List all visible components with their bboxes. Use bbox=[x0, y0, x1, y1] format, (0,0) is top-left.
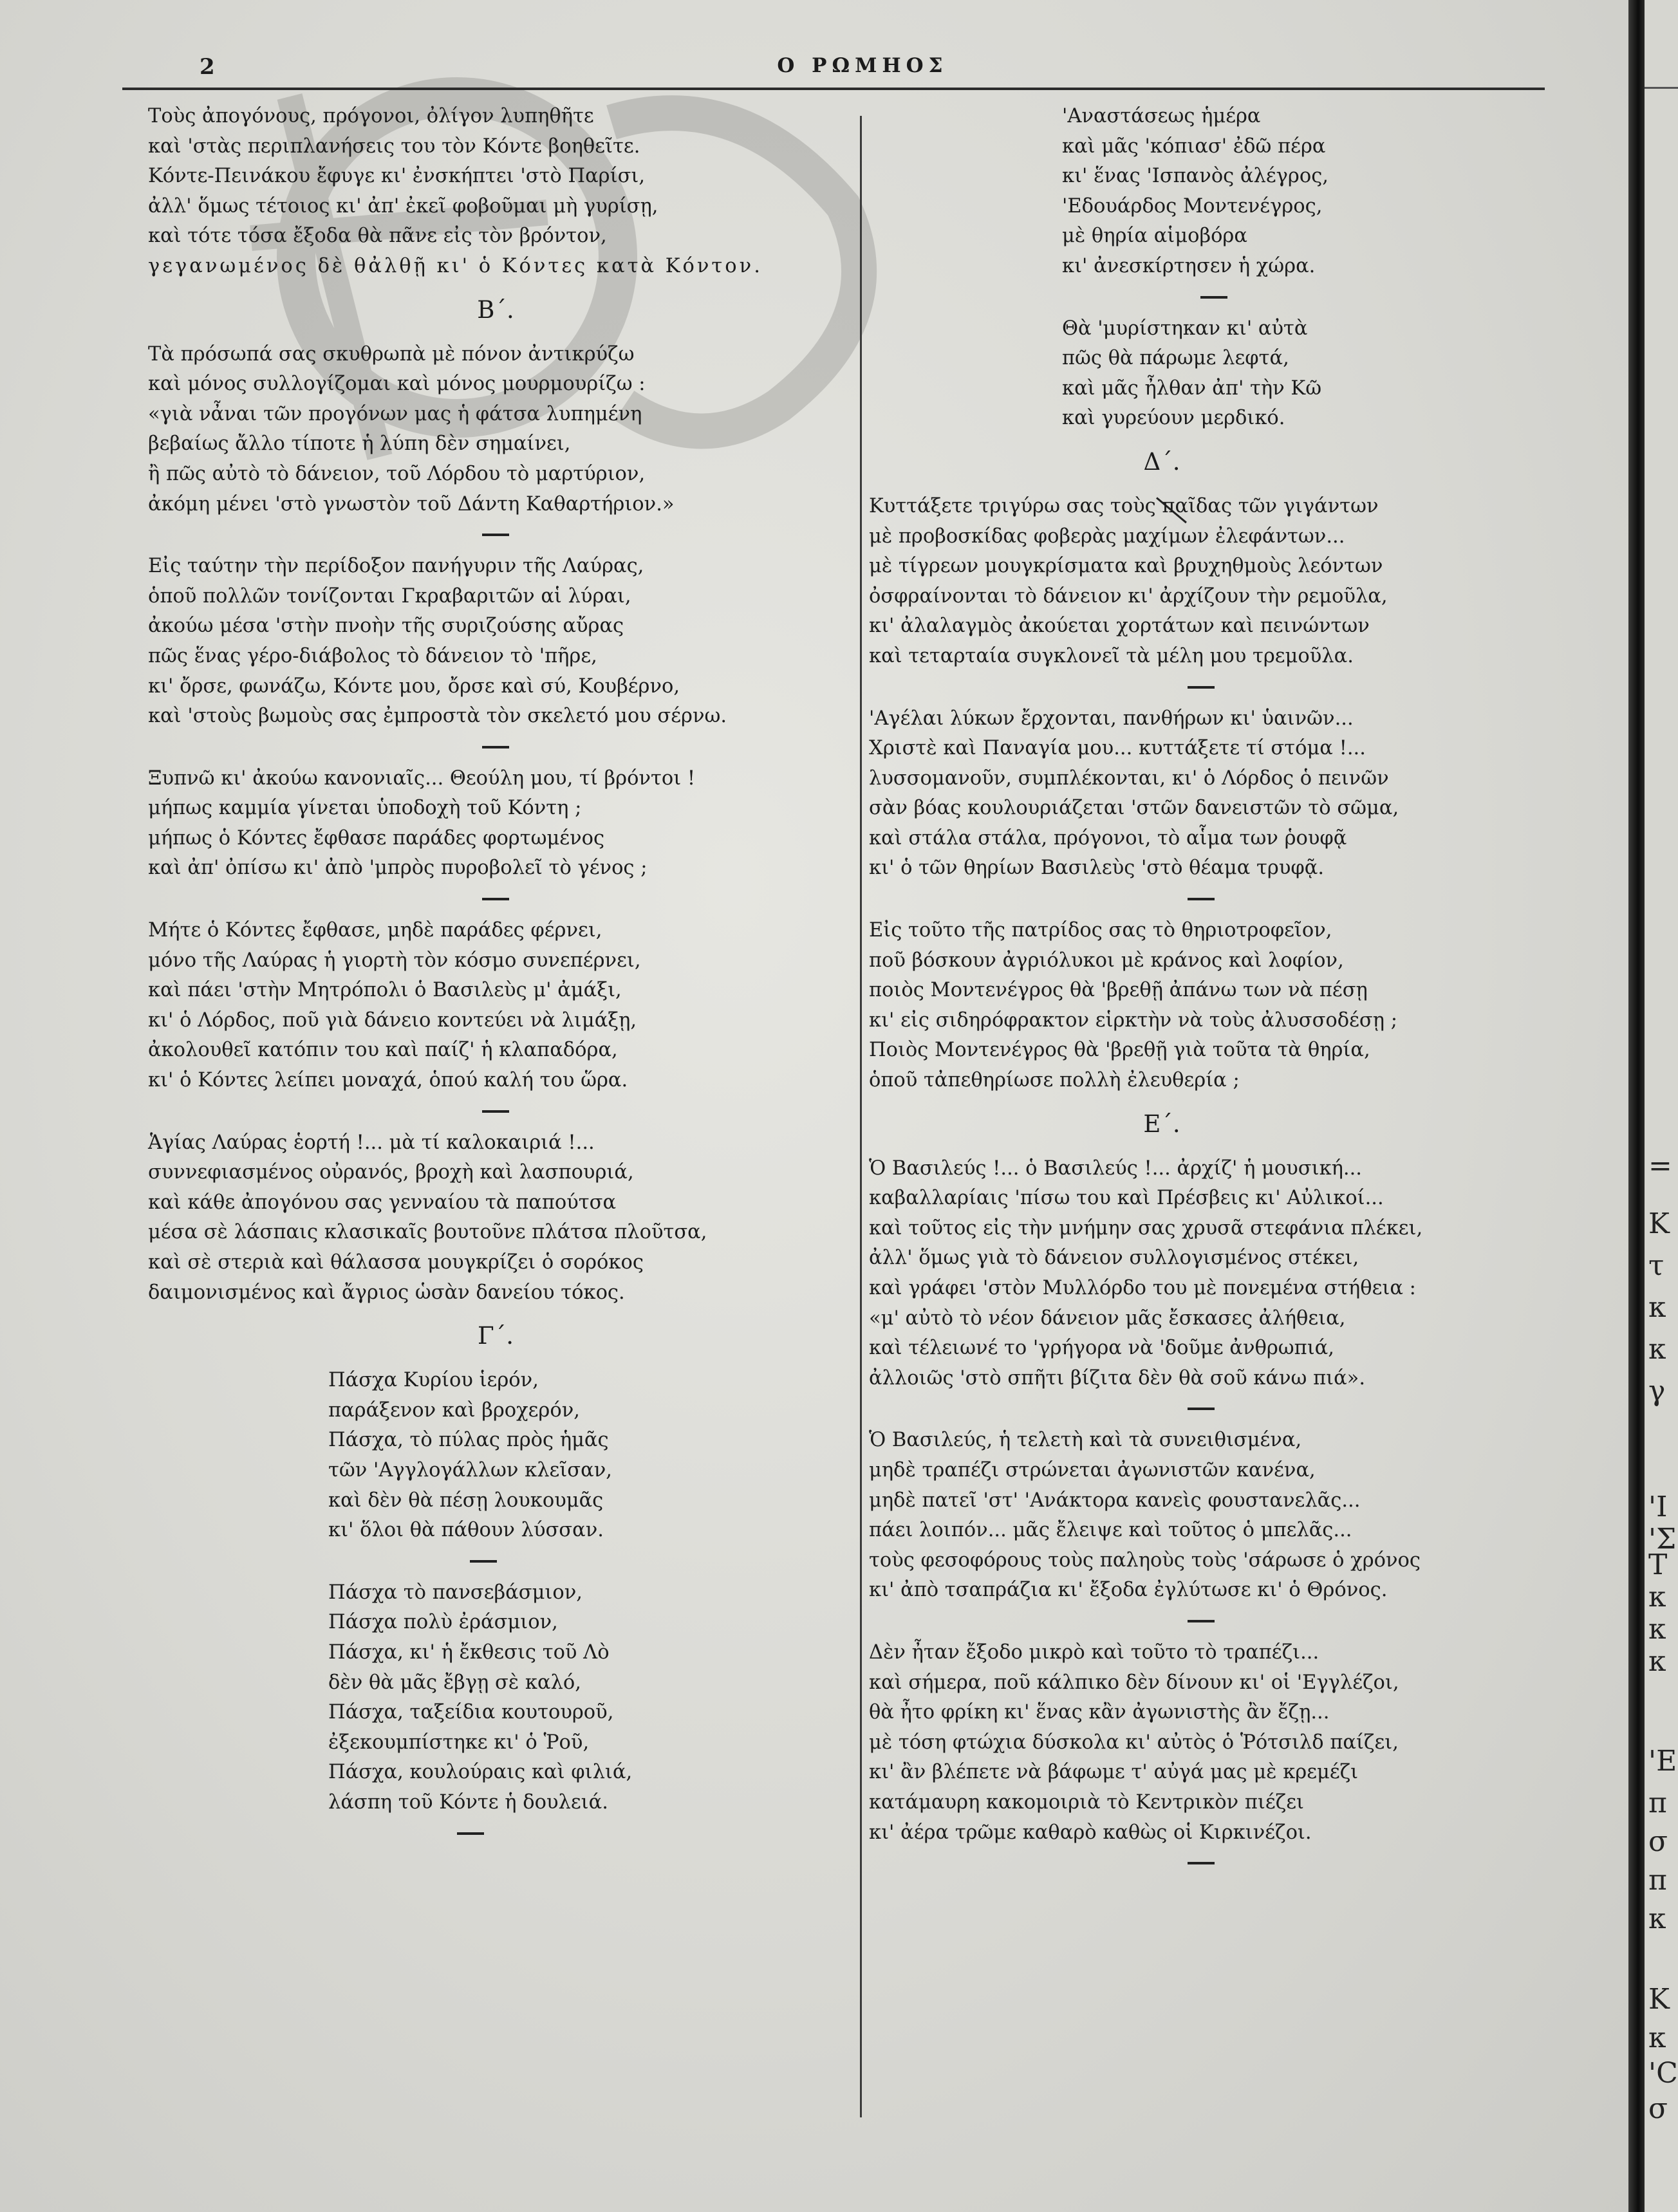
verse-line: συννεφιασμένος οὐρανός, βροχὴ καὶ λασπουριά, bbox=[148, 1161, 634, 1184]
page-fragment: 'E bbox=[1648, 1745, 1677, 1778]
verse-line: «γιὰ νἆναι τῶν προγόνων μας ἡ φάτσα λυπημένη bbox=[148, 402, 642, 425]
verse-line: μὲ τίγρεων μουγκρίσματα καὶ βρυχηθμοὺς λεόντων bbox=[869, 555, 1383, 578]
verse-line: κι' ἕνας 'Ισπανὸς ἀλέγρος, bbox=[1062, 165, 1328, 188]
right-column bbox=[869, 102, 1609, 1880]
verse-line: ὀσφραίνονται τὸ δάνειον κι' ἀρχίζουν τὴν ρεμοῦλα, bbox=[869, 584, 1388, 608]
verse-line: καὶ στάλα στάλα, πρόγονοι, τὸ αἷμα των ῥουφᾷ bbox=[869, 826, 1347, 850]
verse-line: Πάσχα, κουλούραις καὶ φιλιά, bbox=[328, 1761, 633, 1784]
stanza-separator bbox=[482, 534, 509, 536]
verse-line: τοὺς φεσοφόρους τοὺς παληοὺς τοὺς 'σάρωσε ὁ χρόνος bbox=[869, 1548, 1421, 1572]
page-fragment: 'I bbox=[1648, 1491, 1668, 1523]
stanza-separator bbox=[1188, 686, 1215, 689]
page-fragment: = bbox=[1648, 1149, 1672, 1182]
masthead-title: Ο ΡΩΜΗΟΣ bbox=[777, 54, 948, 77]
verse-line: μήπως ὁ Κόντες ἔφθασε παράδες φορτωμένος bbox=[148, 826, 605, 850]
verse-line: καὶ μόνος συλλογίζομαι καὶ μόνος μουρμουρίζω : bbox=[148, 373, 646, 396]
next-page-header-rule bbox=[1645, 87, 1678, 89]
left-column bbox=[148, 102, 843, 1850]
stanza bbox=[148, 764, 843, 884]
verse-line: κι' ἂν βλέπετε νὰ βάφωμε τ' αὐγά μας μὲ κρεμέζι bbox=[869, 1761, 1359, 1784]
verse-line: κατάμαυρη κακομοιριὰ τὸ Κεντρικὸν πιέζει bbox=[869, 1790, 1304, 1814]
stanza bbox=[148, 1366, 843, 1546]
verse-line: κι' ἀλαλαγμὸς ἀκούεται χορτάτων καὶ πεινώντων bbox=[869, 615, 1370, 638]
stanza-separator bbox=[482, 746, 509, 748]
verse-line: Πάσχα πολὺ ἐράσμιον, bbox=[328, 1611, 558, 1634]
verse-line: κι' ἀέρα τρῶμε καθαρὸ καθὼς οἱ Κιρκινέζοι. bbox=[869, 1821, 1312, 1844]
verse-line: 'Εδουάρδος Μοντενέγρος, bbox=[1062, 194, 1323, 218]
page-fragment: σ bbox=[1648, 1825, 1668, 1858]
verse-line: μέσα σὲ λάσπαις κλασικαῖς βουτοῦνε πλάτσα πλοῦτσα, bbox=[148, 1221, 707, 1244]
verse-line: Μήτε ὁ Κόντες ἔφθασε, μηδὲ παράδες φέρνει, bbox=[148, 919, 602, 942]
verse-line: Κυττάξετε τριγύρω σας τοὺς παῖδας τῶν γιγάντων bbox=[869, 494, 1379, 517]
verse-line: Ὁ Βασιλεύς !... ὁ Βασιλεύς !... ἀρχίζ' ἡ μουσική... bbox=[869, 1157, 1362, 1180]
verse-line: Δὲν ἦταν ἔξοδο μικρὸ καὶ τοῦτο τὸ τραπέζι... bbox=[869, 1640, 1319, 1664]
verse-line: καὶ ἀπ' ὀπίσω κι' ἀπὸ 'μπρὸς πυροβολεῖ τὸ γένος ; bbox=[148, 857, 648, 880]
stanza bbox=[148, 916, 843, 1096]
stanza-separator bbox=[1200, 296, 1227, 299]
verse-line: Χριστὲ καὶ Παναγία μου... κυττάξετε τί στόμα !... bbox=[869, 737, 1366, 760]
section-heading: Γ΄. bbox=[478, 1322, 514, 1350]
verse-line: κι' ὁ Λόρδος, ποῦ γιὰ δάνειο κοντεύει νὰ λιμάξῃ, bbox=[148, 1008, 637, 1032]
page-fragment: κ bbox=[1648, 1645, 1666, 1678]
verse-line: καὶ κάθε ἀπογόνου σας γενναίου τὰ παπούτσα bbox=[148, 1191, 617, 1214]
page-fragment: κ bbox=[1648, 1902, 1666, 1935]
page-fragment: π bbox=[1648, 1864, 1667, 1897]
page-fragment: κ bbox=[1648, 1581, 1666, 1613]
verse-line: μόνο τῆς Λαύρας ἡ γιορτὴ τὸν κόσμο συνεπέρνει, bbox=[148, 949, 641, 972]
stanza-separator bbox=[457, 1832, 484, 1835]
verse-line: δὲν θὰ μᾶς ἔβγῃ σὲ καλό, bbox=[328, 1671, 581, 1694]
verse-line: καὶ τεταρταία συγκλονεῖ τὰ μέλη μου τρεμοῦλα. bbox=[869, 644, 1354, 667]
verse-line: Πάσχα τὸ πανσεβάσμιον, bbox=[328, 1581, 583, 1604]
verse-line: μὲ θηρία αἱμοβόρα bbox=[1062, 225, 1247, 248]
stanza bbox=[148, 552, 843, 732]
page-fragment: τ bbox=[1648, 1249, 1664, 1282]
stanza bbox=[148, 1578, 843, 1818]
verse-line: Πάσχα, τὸ πύλας πρὸς ἡμᾶς bbox=[328, 1429, 609, 1452]
verse-line: πῶς ἕνας γέρο-διάβολος τὸ δάνειον τὸ 'πῆρε, bbox=[148, 644, 597, 667]
verse-line: Ἁγίας Λαύρας ἑορτή !... μὰ τί καλοκαιριά !... bbox=[148, 1131, 595, 1154]
section-heading: Ε΄. bbox=[1143, 1110, 1180, 1138]
page-fragment: 'C bbox=[1648, 2057, 1678, 2090]
verse-line: πάει λοιπόν... μᾶς ἔλειψε καὶ τοῦτος ὁ μπελᾶς... bbox=[869, 1519, 1352, 1542]
verse-line: κι' ἀνεσκίρτησεν ἡ χώρα. bbox=[1062, 254, 1316, 277]
verse-line: Πάσχα, κι' ἡ ἔκθεσις τοῦ Λὸ bbox=[328, 1640, 610, 1664]
verse-line: ἀκούω μέσα 'στὴν πνοὴν τῆς συριζούσης αὔρας bbox=[148, 615, 624, 638]
verse-line: ἀλλ' ὅμως γιὰ τὸ δάνειον συλλογισμένος στέκει, bbox=[869, 1247, 1359, 1270]
verse-line: μήπως καμμία γίνεται ὑποδοχὴ τοῦ Κόντη ; bbox=[148, 797, 582, 820]
verse-line: κι' ἀπὸ τσαπράζια κι' ἔξοδα ἐγλύτωσε κι' ὁ Θρόνος. bbox=[869, 1579, 1388, 1602]
verse-line: Τὰ πρόσωπά σας σκυθρωπὰ μὲ πόνον ἀντικρύζω bbox=[148, 342, 635, 366]
stanza bbox=[869, 314, 1609, 434]
stanza-separator bbox=[1188, 1620, 1215, 1622]
adjacent-page-edge bbox=[1645, 0, 1678, 2212]
header-rule bbox=[122, 88, 1545, 90]
page-fragment: π bbox=[1648, 1787, 1667, 1819]
section-heading: Δ΄. bbox=[1143, 447, 1180, 476]
verse-line: κι' ὅλοι θὰ πάθουν λύσσαν. bbox=[328, 1519, 604, 1542]
verse-line: ποιὸς Μοντενέγρος θὰ 'βρεθῇ ἀπάνω των νὰ πέσῃ bbox=[869, 979, 1368, 1002]
stanza-separator bbox=[1188, 1408, 1215, 1410]
verse-line: ἀλλ' ὅμως τέτοιος κι' ἀπ' ἐκεῖ φοβοῦμαι μὴ γυρίσῃ, bbox=[148, 194, 658, 218]
verse-line: Πάσχα Κυρίου ἱερόν, bbox=[328, 1369, 539, 1392]
verse-line: καὶ σὲ στεριὰ καὶ θάλασσα μουγκρίζει ὁ σορόκος bbox=[148, 1251, 644, 1274]
verse-line: Εἰς τοῦτο τῆς πατρίδος σας τὸ θηριοτροφεῖον, bbox=[869, 919, 1332, 942]
verse-line: 'Αγέλαι λύκων ἔρχονται, πανθήρων κι' ὑαινῶν... bbox=[869, 707, 1354, 730]
page-fragment: K bbox=[1648, 1983, 1670, 2016]
verse-line: λάσπη τοῦ Κόντε ἡ δουλειά. bbox=[328, 1790, 608, 1814]
verse-line: Τοὺς ἀπογόνους, πρόγονοι, ὀλίγον λυπηθῆτε bbox=[148, 105, 594, 127]
stanza-separator bbox=[482, 1110, 509, 1113]
column-divider bbox=[860, 116, 862, 2117]
stanza bbox=[869, 704, 1609, 884]
verse-line: καὶ μᾶς 'κόπιασ' ἐδῶ πέρα bbox=[1062, 135, 1326, 158]
verse-line: κι' ὁ τῶν θηρίων Βασιλεὺς 'στὸ θέαμα τρυφᾷ. bbox=[869, 857, 1325, 880]
page-fragment: γ bbox=[1648, 1375, 1666, 1408]
verse-line: ἢ πῶς αὐτὸ τὸ δάνειον, τοῦ Λόρδου τὸ μαρτύριον, bbox=[148, 462, 646, 485]
verse-line: ὁποῦ τἀπεθηρίωσε πολλὴ ἐλευθερία ; bbox=[869, 1069, 1240, 1092]
verse-line: Ξυπνῶ κι' ἀκούω κανονιαῖς... Θεούλη μου, τί βρόντοι ! bbox=[148, 767, 696, 790]
verse-line: Κόντε-Πεινάκου ἔφυγε κι' ἐνσκήπτει 'στὸ Παρίσι, bbox=[148, 165, 646, 188]
verse-line: ἀλλοιῶς 'στὸ σπῆτι βίζιτα δὲν θὰ σοῦ κάνω πιά». bbox=[869, 1366, 1366, 1389]
verse-line: τῶν 'Αγγλογάλλων κλεῖσαν, bbox=[328, 1458, 612, 1482]
verse-line: καὶ σήμερα, ποῦ κάλπικο δὲν δίνουν κι' οἱ 'Εγγλέζοι, bbox=[869, 1671, 1399, 1694]
verse-line: καὶ τότε τόσα ἔξοδα θὰ πᾶνε εἰς τὸν βρόντον, bbox=[148, 225, 607, 248]
verse-line: κι' ὄρσε, φωνάζω, Κόντε μου, ὄρσε καὶ σύ, Κουβέρνο, bbox=[148, 674, 680, 698]
verse-line: μὲ προβοσκίδας φοβερὰς μαχίμων ἐλεφάντων... bbox=[869, 525, 1345, 548]
verse-line: σὰν βόας κουλουριάζεται 'στῶν δανειστῶν τὸ σῶμα, bbox=[869, 797, 1399, 820]
stanza-separator bbox=[1188, 898, 1215, 900]
verse-line: δαιμονισμένος καὶ ἄγριος ὡσὰν δανείου τόκος. bbox=[148, 1281, 625, 1304]
stanza bbox=[148, 102, 843, 282]
verse-line: παράξενον καὶ βροχερόν, bbox=[328, 1399, 580, 1422]
verse-line: 'Αναστάσεως ἡμέρα bbox=[1062, 105, 1261, 127]
verse-line: καὶ μᾶς ἦλθαν ἀπ' τὴν Κῶ bbox=[1062, 376, 1322, 400]
stanza bbox=[869, 102, 1609, 282]
page-fragment: 'Σ bbox=[1648, 1523, 1677, 1556]
page-number: 2 bbox=[200, 54, 215, 80]
stanza bbox=[869, 916, 1609, 1096]
verse-line: Ὁ Βασιλεύς, ἡ τελετὴ καὶ τὰ συνειθισμένα, bbox=[869, 1429, 1302, 1452]
verse-line: Θὰ 'μυρίστηκαν κι' αὐτὰ bbox=[1062, 317, 1308, 340]
verse-line: καὶ δὲν θὰ πέσῃ λουκουμᾶς bbox=[328, 1489, 604, 1512]
verse-line: Ποιὸς Μοντενέγρος θὰ 'βρεθῇ γιὰ τοῦτα τὰ θηρία, bbox=[869, 1039, 1370, 1062]
verse-line: ἀκολουθεῖ κατόπιν του καὶ παίζ' ἡ κλαπαδόρα, bbox=[148, 1039, 618, 1062]
verse-line: λυσσομανοῦν, συμπλέκονται, κι' ὁ Λόρδος ὁ πεινῶν bbox=[869, 767, 1389, 790]
verse-line: καὶ 'στοὺς βωμοὺς σας ἐμπροστὰ τὸν σκελετό μου σέρνω. bbox=[148, 705, 727, 728]
verse-line: καὶ γυρεύουν μερδικό. bbox=[1062, 407, 1285, 430]
page-fragment: κ bbox=[1648, 1291, 1666, 1324]
verse-line: ποῦ βόσκουν ἀγριόλυκοι μὲ κράνος καὶ λοφίον, bbox=[869, 949, 1344, 972]
verse-line: θὰ ἦτο φρίκη κι' ἕνας κἂν ἀγωνιστὴς ἂν ἔζῃ... bbox=[869, 1701, 1330, 1724]
verse-line: καὶ τοῦτος εἰς τὴν μνήμην σας χρυσᾶ στεφάνια πλέκει, bbox=[869, 1216, 1423, 1240]
page-fragment: K bbox=[1648, 1207, 1670, 1240]
section-heading: Β΄. bbox=[477, 295, 514, 324]
stanza bbox=[869, 1638, 1609, 1848]
verse-line: μηδὲ πατεῖ 'στ' 'Ανάκτορα κανεὶς φουστανελᾶς... bbox=[869, 1489, 1361, 1512]
stanza bbox=[869, 1154, 1609, 1394]
verse-line: Πάσχα, ταξείδια κουτουροῦ, bbox=[328, 1701, 614, 1724]
verse-line: κι' εἰς σιδηρόφρακτον εἱρκτὴν νὰ τοὺς ἀλυσσοδέσῃ ; bbox=[869, 1008, 1397, 1032]
stanza bbox=[148, 1128, 843, 1308]
stanza bbox=[148, 340, 843, 520]
verse-line: ὁποῦ πολλῶν τονίζονται Γκραβαριτῶν αἱ λύραι, bbox=[148, 584, 631, 608]
stanza-separator bbox=[470, 1560, 497, 1563]
stanza bbox=[869, 1426, 1609, 1606]
verse-line: καὶ 'στὰς περιπλανήσεις του τὸν Κόντε βοηθεῖτε. bbox=[148, 135, 640, 158]
verse-line: πῶς θὰ πάρωμε λεφτά, bbox=[1062, 347, 1289, 370]
verse-line: κι' ὁ Κόντες λείπει μοναχά, ὁπού καλή του ὥρα. bbox=[148, 1069, 628, 1092]
page-fragment: κ bbox=[1648, 1333, 1666, 1366]
verse-line: καὶ πάει 'στὴν Μητρόπολι ὁ Βασιλεὺς μ' ἀμάξι, bbox=[148, 979, 622, 1002]
verse-line: ἐξεκουμπίστηκε κι' ὁ Ῥοῦ, bbox=[328, 1731, 590, 1754]
verse-line: καὶ γράφει 'στὸν Μυλλόρδο του μὲ πονεμένα στήθεια : bbox=[869, 1277, 1416, 1299]
verse-line: Εἰς ταύτην τὴν περίδοξον πανήγυριν τῆς Λαύρας, bbox=[148, 555, 644, 578]
page-fragment: T bbox=[1648, 1548, 1668, 1581]
page-fragment: κ bbox=[1648, 2021, 1666, 2054]
stanza-separator bbox=[1188, 1862, 1215, 1864]
verse-line: γεγανωμένος δὲ θἀλθῇ κι' ὁ Κόντες κατὰ Κόντον. bbox=[148, 254, 763, 277]
verse-line: καὶ τέλειωνέ το 'γρήγορα νὰ 'δοῦμε ἀνθρωπιά, bbox=[869, 1337, 1334, 1360]
verse-line: βεβαίως ἄλλο τίποτε ἡ λύπη δὲν σημαίνει, bbox=[148, 432, 571, 456]
page-fragment: κ bbox=[1648, 1613, 1666, 1646]
stanza bbox=[869, 492, 1609, 672]
verse-line: μηδὲ τραπέζι στρώνεται ἀγωνιστῶν κανένα, bbox=[869, 1458, 1316, 1482]
verse-line: ἀκόμη μένει 'στὸ γνωστὸν τοῦ Δάντη Καθαρτήριον.» bbox=[148, 492, 675, 516]
page-header bbox=[122, 50, 1545, 89]
verse-line: μὲ τόση φτώχια δύσκολα κι' αὐτὸς ὁ Ῥότσιλδ παίζει, bbox=[869, 1731, 1399, 1754]
page-fragment: σ bbox=[1648, 2092, 1668, 2125]
book-gutter bbox=[1628, 0, 1645, 2212]
verse-line: καβαλλαρίαις 'πίσω του καὶ Πρέσβεις κι' Αὐλικοί... bbox=[869, 1187, 1384, 1210]
stanza-separator bbox=[482, 898, 509, 900]
verse-line: «μ' αὐτὸ τὸ νέον δάνειον μᾶς ἔσκασες ἀλήθεια, bbox=[869, 1306, 1346, 1330]
